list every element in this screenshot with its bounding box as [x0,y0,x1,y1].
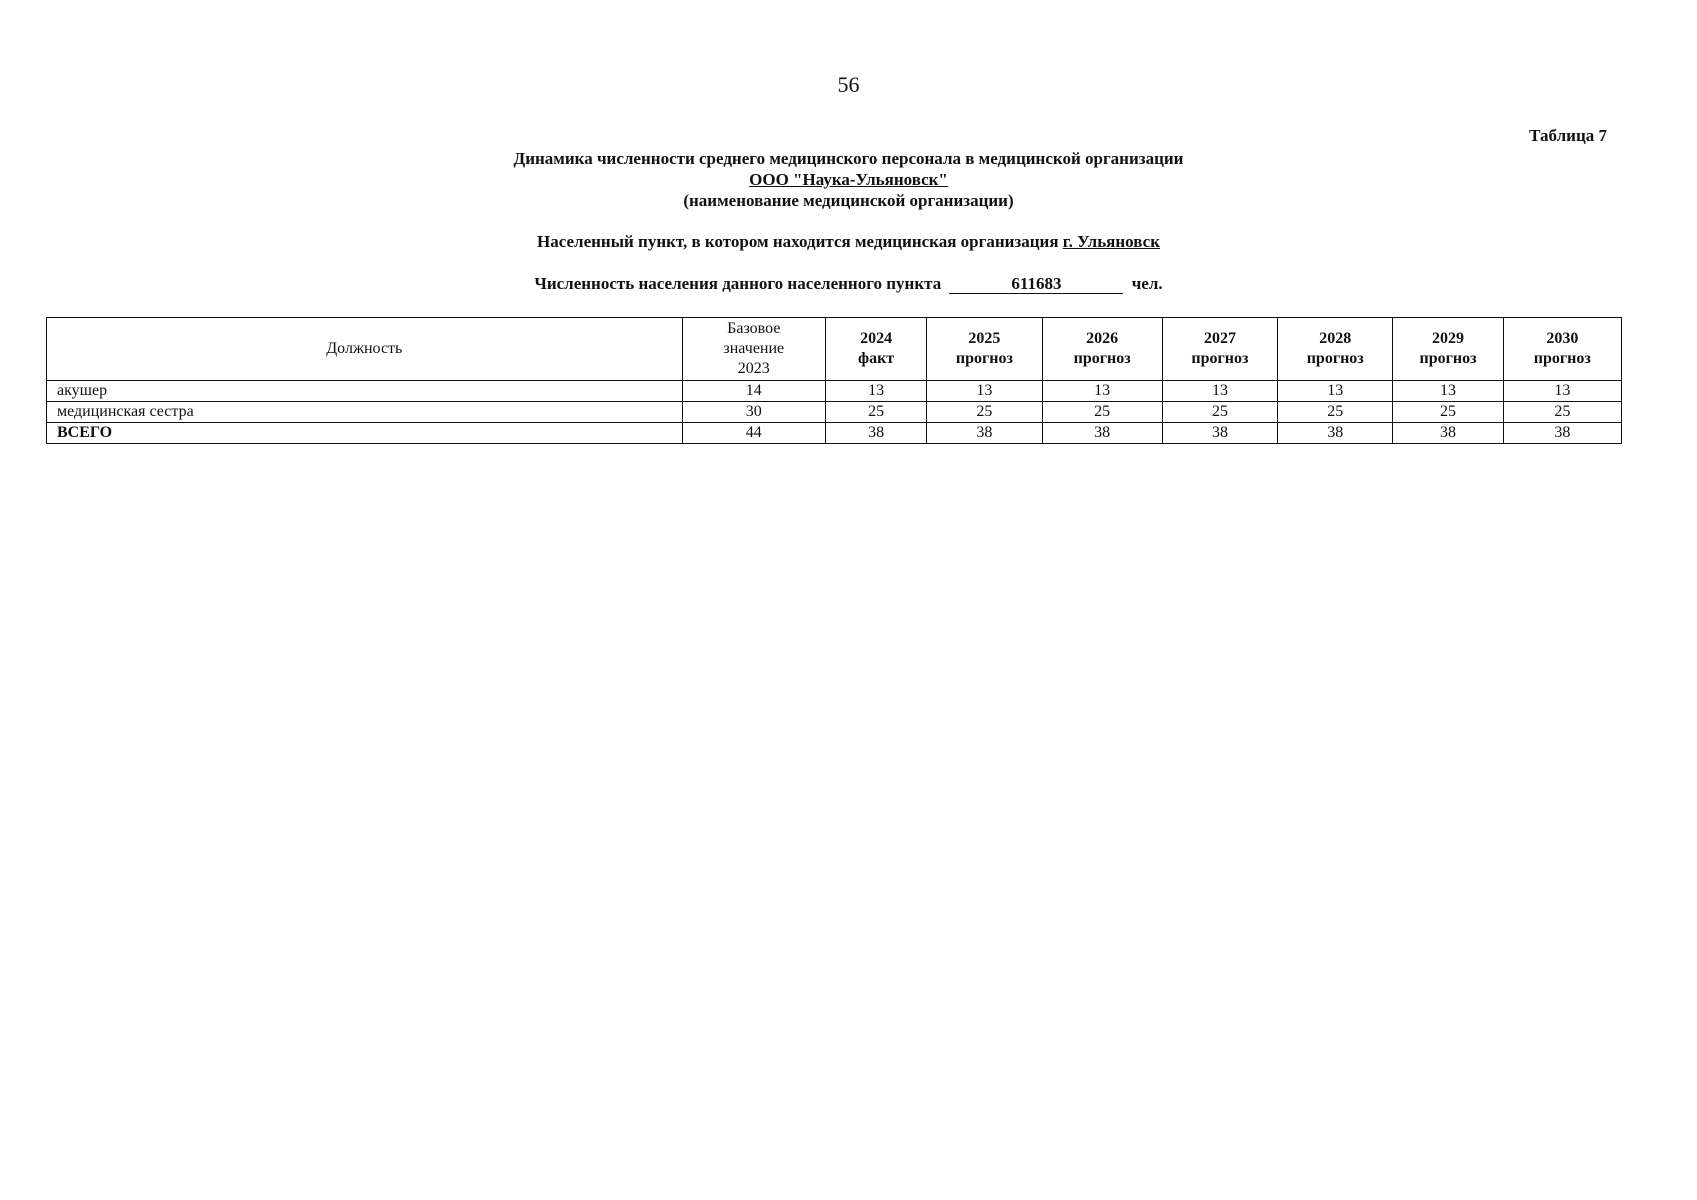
year-label: 2025 [968,330,1001,347]
settlement-label: Населенный пункт, в котором находится медицинская организация [537,232,1059,251]
cell-value: 13 [825,381,926,402]
year-label: 2027 [1203,330,1236,347]
settlement-line [0,232,1697,252]
year-kind: прогноз [1306,350,1364,367]
row-position-name: медицинская сестра [47,402,683,423]
table-row [47,381,1622,402]
year-kind: прогноз [955,350,1013,367]
cell-value: 25 [1503,402,1621,423]
cell-value: 13 [1162,381,1277,402]
population-line [0,274,1697,294]
year-kind: прогноз [1073,350,1131,367]
table-label: Таблица 7 [1529,126,1607,145]
table-header-row [47,318,1622,381]
cell-value: 13 [1503,381,1621,402]
year-kind: прогноз [1419,350,1477,367]
table-heading [0,148,1697,211]
year-label: 2030 [1546,330,1579,347]
cell-value: 25 [1278,402,1393,423]
cell-value: 38 [927,423,1042,444]
cell-value: 13 [1042,381,1162,402]
cell-value: 38 [825,423,926,444]
staff-table [46,317,1622,444]
population-label: Численность населения данного населенного пункта [534,274,942,293]
base-header-line: 2023 [737,360,770,377]
column-header-year [1503,318,1621,381]
column-header-year [927,318,1042,381]
year-kind: прогноз [1191,350,1249,367]
population-value: 611683 [949,275,1123,294]
column-header-year [1162,318,1277,381]
settlement-value: г. Ульяновск [1062,232,1160,251]
cell-value: 13 [1393,381,1503,402]
organization-caption: (наименование медицинской организации) [683,191,1014,210]
cell-value: 13 [1278,381,1393,402]
column-header-year [1042,318,1162,381]
cell-value: 38 [1042,423,1162,444]
year-kind: прогноз [1533,350,1591,367]
row-position-name: ВСЕГО [47,423,683,444]
population-unit: чел. [1131,274,1163,293]
table-row [47,402,1622,423]
year-label: 2028 [1319,330,1352,347]
heading-title: Динамика численности среднего медицинского персонала в медицинской организации [513,149,1184,168]
year-label: 2029 [1431,330,1464,347]
cell-value: 14 [682,381,825,402]
cell-value: 13 [927,381,1042,402]
cell-value: 25 [1393,402,1503,423]
base-header-line: значение [723,340,785,357]
column-header-year [1393,318,1503,381]
year-label: 2026 [1086,330,1119,347]
column-header-base [682,318,825,381]
cell-value: 30 [682,402,825,423]
year-kind: факт [858,350,895,367]
base-header-line: Базовое [727,320,781,337]
table-total-row [47,423,1622,444]
page-number: 56 [837,72,860,97]
cell-value: 38 [1162,423,1277,444]
cell-value: 25 [927,402,1042,423]
cell-value: 25 [825,402,926,423]
cell-value: 38 [1503,423,1621,444]
cell-value: 25 [1042,402,1162,423]
year-label: 2024 [860,330,893,347]
column-header-position: Должность [47,318,683,381]
column-header-year [1278,318,1393,381]
row-position-name: акушер [47,381,683,402]
cell-value: 25 [1162,402,1277,423]
cell-value: 38 [1393,423,1503,444]
cell-value: 38 [1278,423,1393,444]
cell-value: 44 [682,423,825,444]
column-header-year [825,318,926,381]
organization-name: ООО "Наука-Ульяновск" [749,170,948,189]
